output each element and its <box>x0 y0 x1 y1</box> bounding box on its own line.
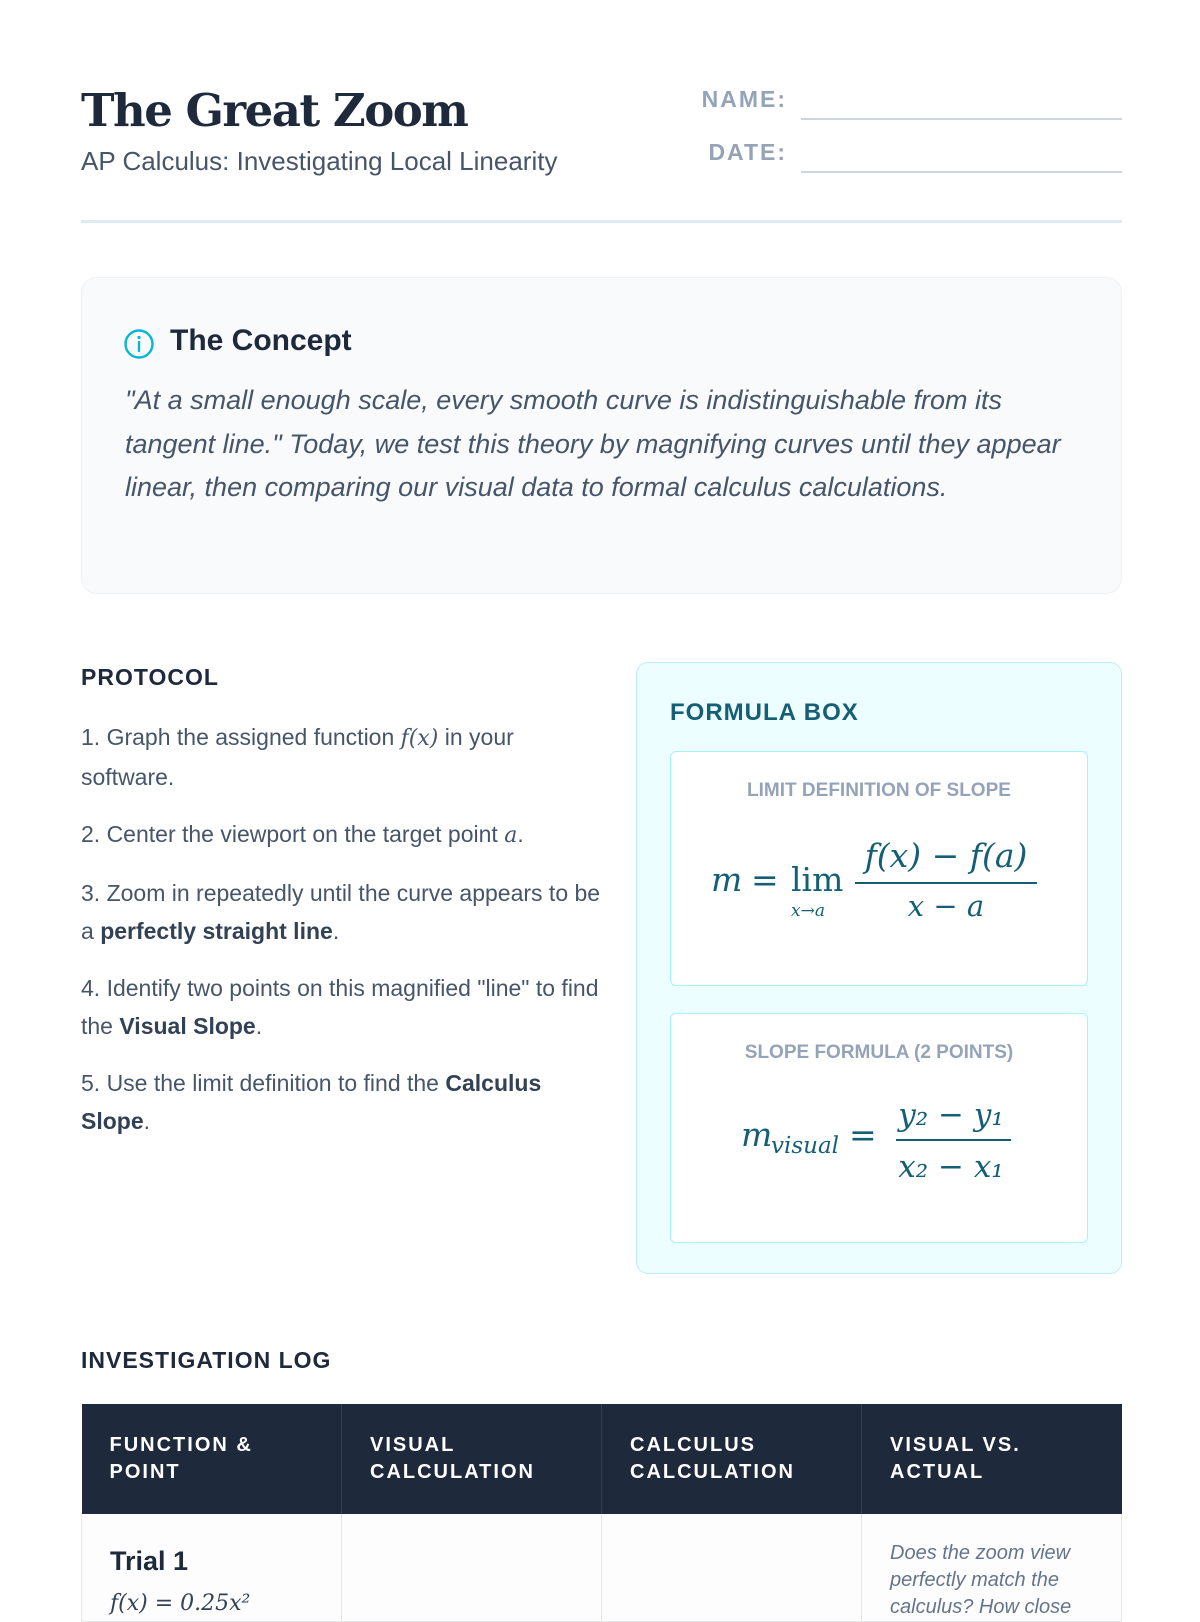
info-icon <box>123 328 155 360</box>
math-f-of-x: f(x) <box>400 726 439 751</box>
concept-card <box>81 277 1122 594</box>
column-header: CALCULUS CALCULATION <box>602 1404 862 1514</box>
svg-text:m: m <box>741 1115 773 1154</box>
svg-text:m: m <box>711 860 743 899</box>
svg-text:y₂ − y₁: y₂ − y₁ <box>898 1097 1004 1133</box>
formula-box-title: FORMULA BOX <box>670 699 859 726</box>
protocol-step: 3. Zoom in repeatedly until the curve appears to be a perfectly straight line. <box>81 880 601 944</box>
name-line[interactable] <box>801 118 1122 120</box>
svg-text:x₂ − x₁: x₂ − x₁ <box>898 1149 1004 1185</box>
date-label: DATE: <box>708 139 787 165</box>
formula-box <box>636 662 1122 1274</box>
concept-text: "At a small enough scale, every smooth curve is indistinguishable from its tangent line." Today, we test this theory by magnifying curves until they appear linear, then comparing our visual data to formal calculus calculations. <box>125 385 1061 502</box>
log-heading: INVESTIGATION LOG <box>81 1347 332 1373</box>
slope-formula <box>671 1014 1089 1244</box>
date-line[interactable] <box>801 171 1122 173</box>
concept-title: The Concept <box>170 324 352 357</box>
worksheet-title: The Great Zoom <box>81 84 468 137</box>
math-a: a <box>504 823 518 848</box>
column-header: VISUAL VS. ACTUAL <box>862 1404 1122 1514</box>
function-point-cell <box>82 1514 342 1622</box>
calculus-calculation-cell[interactable] <box>602 1514 862 1622</box>
limit-definition-formula <box>671 752 1089 987</box>
svg-text:x − a: x − a <box>907 889 985 923</box>
visual-vs-actual-cell[interactable] <box>862 1514 1122 1622</box>
table-row <box>82 1514 1122 1622</box>
trial-label: Trial 1 <box>110 1546 189 1576</box>
protocol-step: 4. Identify two points on this magnified "line" to find the Visual Slope. <box>81 975 599 1039</box>
svg-text:f(x) − f(a): f(x) − f(a) <box>864 836 1028 875</box>
column-header: FUNCTION & POINT <box>82 1404 342 1514</box>
protocol-heading: PROTOCOL <box>81 664 219 690</box>
slope-formula-caption: SLOPE FORMULA (2 POINTS) <box>744 1042 1014 1063</box>
limit-definition-caption: LIMIT DEFINITION OF SLOPE <box>747 780 1011 801</box>
name-label: NAME: <box>701 86 787 112</box>
svg-text:visual: visual <box>771 1133 840 1159</box>
visual-calculation-cell[interactable] <box>342 1514 602 1622</box>
svg-text:x→a: x→a <box>791 901 825 921</box>
investigation-log-table <box>81 1404 1122 1622</box>
slope-formula-card <box>670 1013 1088 1243</box>
protocol-step: 1. Graph the assigned function f(x) in your software. <box>81 724 514 790</box>
protocol-step: 2. Center the viewport on the target point a. <box>81 821 524 848</box>
protocol-step: 5. Use the limit definition to find the Calculus Slope. <box>81 1070 542 1134</box>
protocol-list <box>81 718 601 1159</box>
limit-definition-card <box>670 751 1088 986</box>
date-field[interactable] <box>681 133 1122 173</box>
trial-function: f(x) = 0.25x² <box>110 1591 251 1616</box>
name-field[interactable] <box>681 80 1122 120</box>
svg-text:lim: lim <box>791 860 844 899</box>
svg-text:=: = <box>751 860 779 899</box>
svg-text:=: = <box>849 1115 877 1154</box>
column-header: VISUAL CALCULATION <box>342 1404 602 1514</box>
table-header-row <box>82 1404 1122 1514</box>
comparison-hint: Does the zoom view perfectly match the calculus? How close <box>890 1542 1072 1618</box>
worksheet-subtitle: AP Calculus: Investigating Local Linearity <box>81 146 558 176</box>
worksheet-header <box>81 80 1122 223</box>
